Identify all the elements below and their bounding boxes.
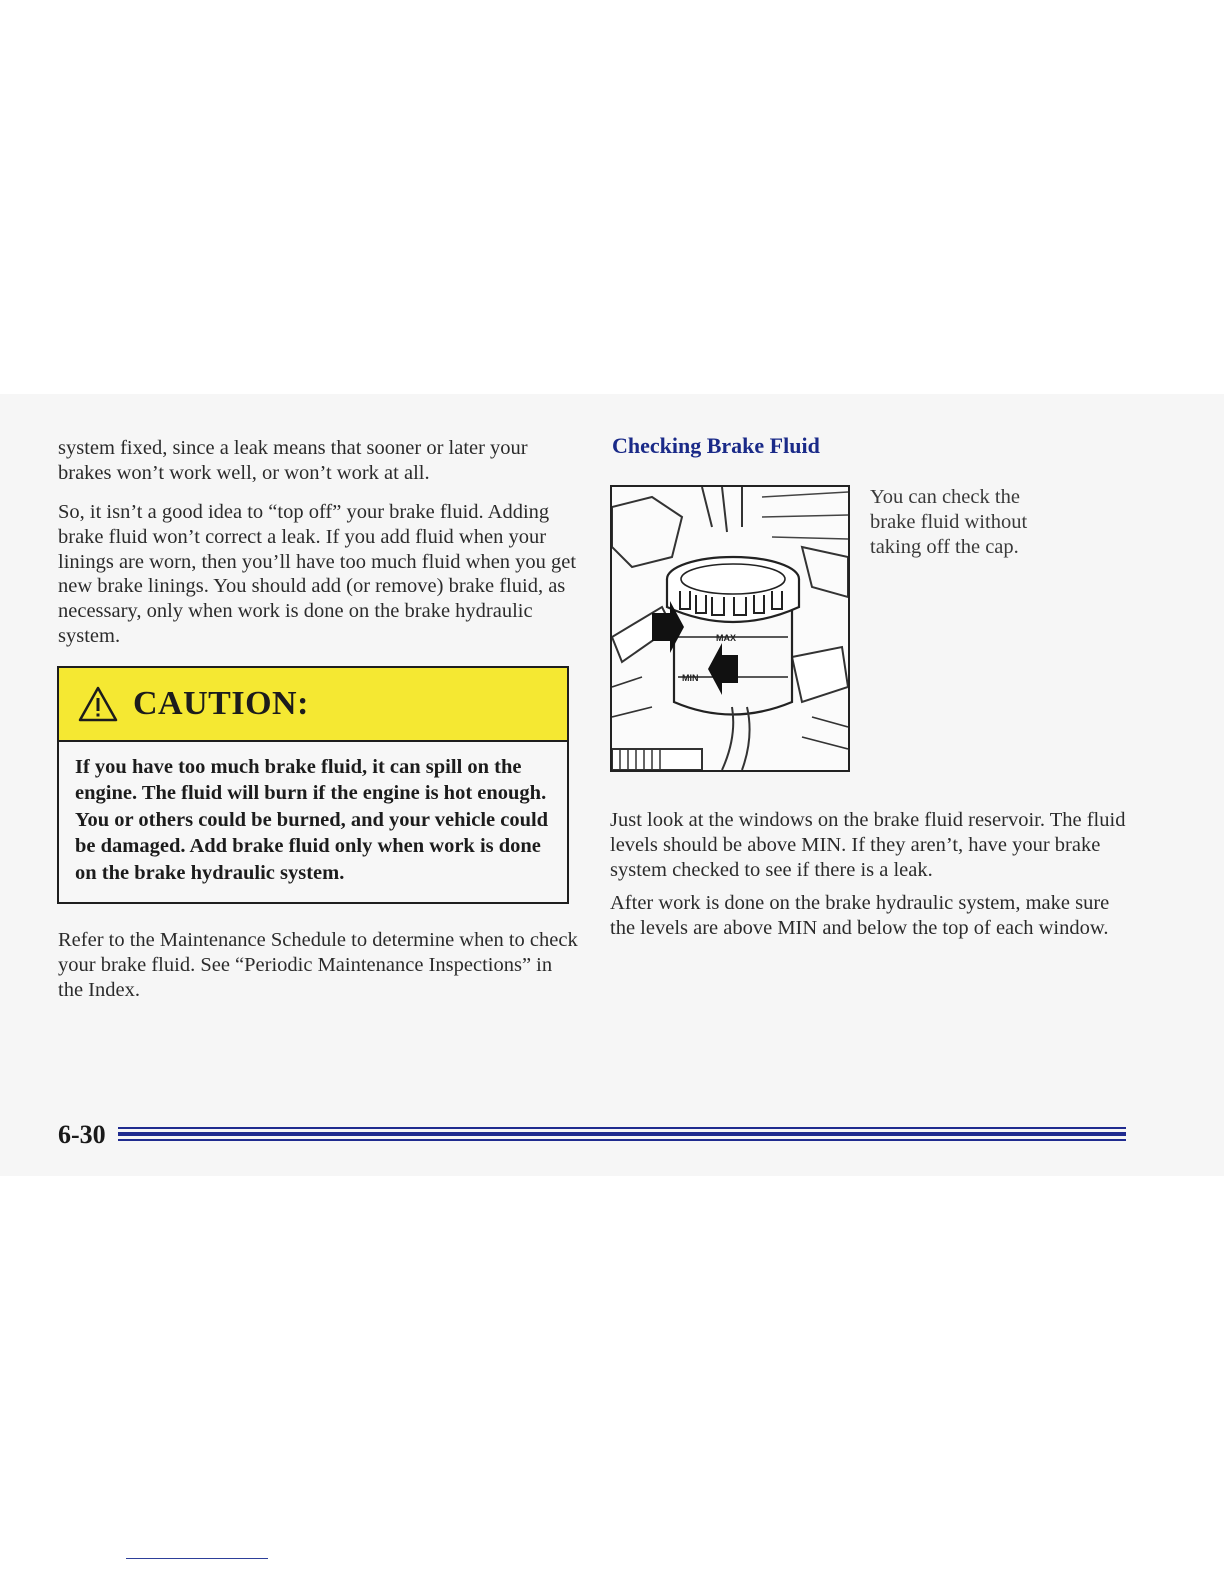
paragraph-leak-continued: system fixed, since a leak means that sooner or later your brakes won’t work well, or won’t work at all.	[58, 437, 528, 484]
brake-fluid-reservoir-illustration	[610, 485, 850, 772]
footer-rule	[118, 1127, 1126, 1147]
caution-header	[59, 668, 567, 742]
min-label: MIN	[682, 673, 699, 683]
warning-triangle-icon	[77, 685, 119, 723]
caution-text: If you have too much brake fluid, it can spill on the engine. The fluid will burn if the engine is hot enough. You or others could be burned, and your vehicle could be damaged. Add brake fluid only when work is done on the brake hydraulic system.	[75, 756, 549, 884]
paragraph-check-windows: Just look at the windows on the brake fluid reservoir. The fluid levels should be above MIN. If they aren’t, have your brake system checked to see if there is a leak.	[610, 809, 1126, 881]
paragraph-top-off: So, it isn’t a good idea to “top off” your brake fluid. Adding brake fluid won’t correct a leak. If you add fluid when your linings are worn, then you’ll have too much fluid when you get new brake linings. You should add (or remove) brake fluid, as necessary, only when work is done on the brake hydraulic system.	[58, 501, 577, 647]
max-label: MAX	[716, 633, 736, 643]
caution-box	[57, 666, 569, 904]
bottom-divider	[126, 1558, 268, 1559]
reservoir-drawing	[612, 487, 848, 770]
page-number: 6-30	[58, 1120, 106, 1149]
paragraph-maintenance-reference: Refer to the Maintenance Schedule to determine when to check your brake fluid. See “Periodic Maintenance Inspections” in the Index.	[58, 929, 578, 1001]
paragraph-after-work: After work is done on the brake hydraulic system, make sure the levels are above MIN and below the top of each window.	[610, 892, 1110, 939]
caution-title: CAUTION:	[133, 685, 309, 722]
illustration-caption: You can check the brake fluid without taking off the cap.	[870, 486, 1028, 558]
section-heading: Checking Brake Fluid	[612, 433, 820, 458]
